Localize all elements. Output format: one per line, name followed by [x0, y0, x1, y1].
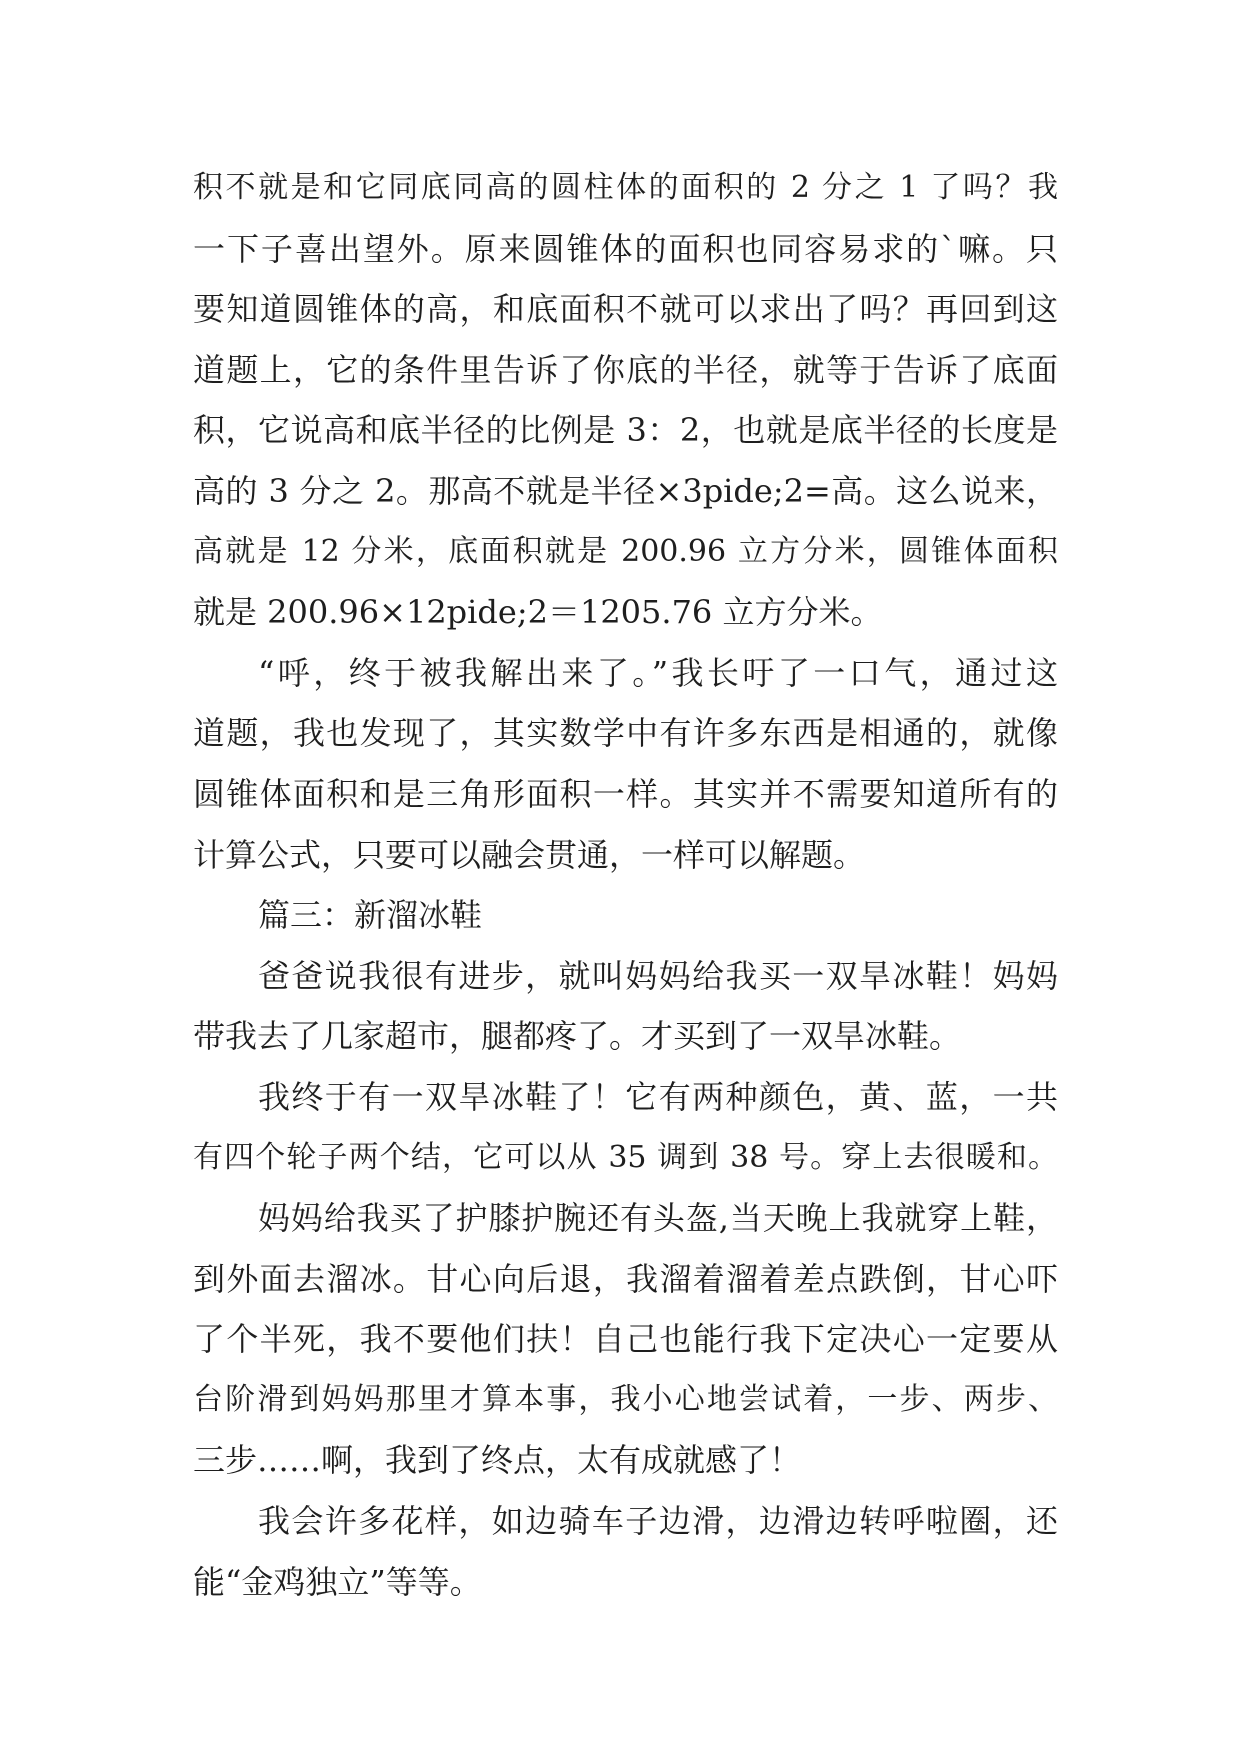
text-line: 能“金鸡独立”等等。 [193, 1562, 482, 1601]
text-line: 带我去了几家超市，腿都疼了。才买到了一双旱冰鞋。 [193, 1017, 962, 1056]
paragraph [193, 158, 1058, 643]
text-line: 我终于有一双旱冰鞋了！它有两种颜色，黄、蓝，一共 [258, 1077, 1058, 1116]
text-line: 到外面去溜冰。甘心向后退，我溜着溜着差点跌倒，甘心吓 [193, 1259, 1058, 1298]
text-line: 高的 3 分之 2。那高不就是半径×3pide;2=高。这么说来， [193, 471, 1058, 510]
paragraph [193, 1491, 1058, 1612]
section-heading [193, 885, 1058, 946]
text-line: 一下子喜出望外。原来圆锥体的面积也同容易求的`嘛。只 [193, 229, 1058, 268]
text-line: 了个半死，我不要他们扶！自己也能行我下定决心一定要从 [193, 1320, 1058, 1359]
text-line: 积不就是和它同底同高的圆柱体的面积的 2 分之 1 了吗？我 [193, 170, 1058, 205]
paragraph [193, 946, 1058, 1067]
paragraph [193, 1188, 1058, 1491]
text-line: 台阶滑到妈妈那里才算本事，我小心地尝试着，一步、两步、 [193, 1381, 1058, 1417]
paragraph [193, 1067, 1058, 1188]
text-line: 三步……啊，我到了终点，太有成就感了！ [193, 1441, 802, 1480]
text-line: 道题，我也发现了，其实数学中有许多东西是相通的，就像 [193, 714, 1058, 753]
text-line: 高就是 12 分米，底面积就是 200.96 立方分米，圆锥体面积 [193, 533, 1058, 569]
text-line: 计算公式，只要可以融会贯通，一样可以解题。 [193, 835, 866, 874]
text-line: 要知道圆锥体的高，和底面积不就可以求出了吗？再回到这 [193, 290, 1058, 329]
text-line: “呼，终于被我解出来了。”我长吁了一口气，通过这 [258, 653, 1058, 692]
section-heading-text: 篇三：新溜冰鞋 [258, 896, 483, 935]
text-line: 妈妈给我买了护膝护腕还有头盔,当天晚上我就穿上鞋， [258, 1199, 1058, 1238]
text-line: 圆锥体面积和是三角形面积一样。其实并不需要知道所有的 [193, 774, 1058, 813]
document-body [193, 158, 1058, 1612]
text-line: 积，它说高和底半径的比例是 3：2，也就是底半径的长度是 [193, 411, 1058, 450]
text-line: 爸爸说我很有进步，就叫妈妈给我买一双旱冰鞋！妈妈 [258, 956, 1058, 995]
text-line: 就是 200.96×12pide;2＝1205.76 立方分米。 [193, 593, 883, 632]
text-line: 道题上，它的条件里告诉了你底的半径，就等于告诉了底面 [193, 350, 1058, 389]
text-line: 我会许多花样，如边骑车子边滑，边滑边转呼啦圈，还 [258, 1502, 1058, 1541]
text-line: 有四个轮子两个结，它可以从 35 调到 38 号。穿上去很暖和。 [193, 1139, 1058, 1175]
paragraph [193, 643, 1058, 885]
